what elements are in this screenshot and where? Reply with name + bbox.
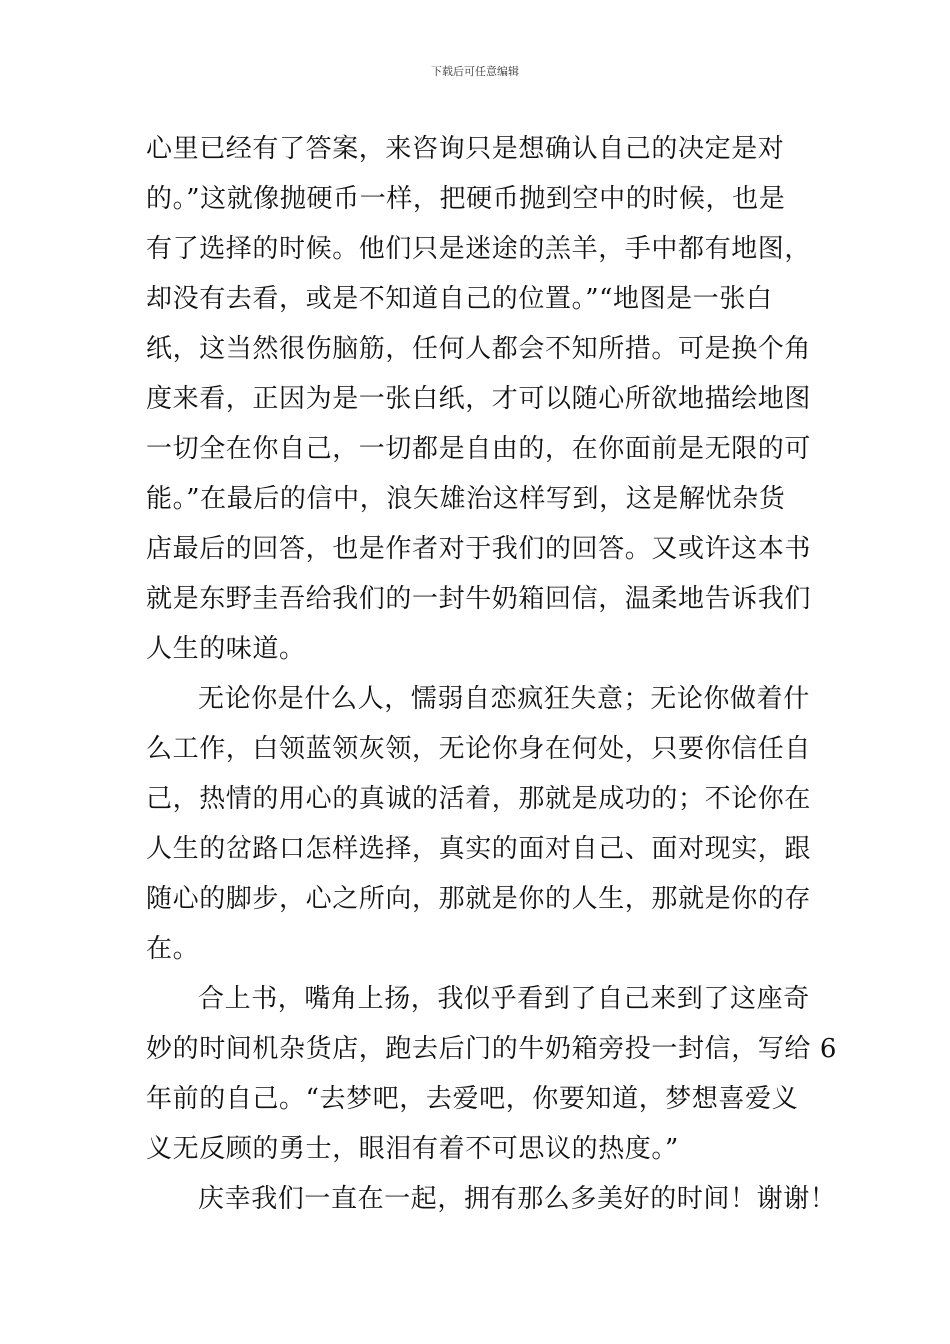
paragraph-first-line: 无论你是什么人，懦弱自恋疯狂失意；无论你做着什 xyxy=(198,684,810,714)
document-body xyxy=(146,124,838,1224)
text-line: 己，热情的用心的真诚的活着，那就是成功的；不论你在 xyxy=(146,784,812,814)
text-line: 就是东野圭吾给我们的一封牛奶箱回信，温柔地告诉我们 xyxy=(146,584,812,614)
paragraph-first-line: 庆幸我们一直在一起，拥有那么多美好的时间！谢谢！ xyxy=(198,1184,837,1214)
text-line: 在。 xyxy=(146,934,200,964)
text-line: 却没有去看，或是不知道自己的位置。”“地图是一张白 xyxy=(146,284,773,314)
paragraph-first-line: 合上书，嘴角上扬，我似乎看到了自己来到了这座奇 xyxy=(198,984,810,1014)
text-line: 纸，这当然很伤脑筋，任何人都会不知所措。可是换个角 xyxy=(146,334,812,364)
text-line: 妙的时间机杂货店，跑去后门的牛奶箱旁投一封信，写给 6 xyxy=(146,1034,838,1064)
text-line: 能。”在最后的信中，浪矢雄治这样写到，这是解忧杂货 xyxy=(146,484,786,514)
text-line: 度来看，正因为是一张白纸，才可以随心所欲地描绘地图 xyxy=(146,384,812,414)
text-line: 一切全在你自己，一切都是自由的，在你面前是无限的可 xyxy=(146,434,812,464)
text-line: 年前的自己。“去梦吧，去爱吧，你要知道，梦想喜爱义 xyxy=(146,1084,799,1114)
text-line: 人生的味道。 xyxy=(146,634,306,664)
text-line: 随心的脚步，心之所向，那就是你的人生，那就是你的存 xyxy=(146,884,812,914)
text-line: 心里已经有了答案，来咨询只是想确认自己的决定是对 xyxy=(146,134,785,164)
text-line: 店最后的回答，也是作者对于我们的回答。又或许这本书 xyxy=(146,534,812,564)
text-line: 的。”这就像抛硬币一样，把硬币抛到空中的时候，也是 xyxy=(146,184,786,214)
text-line: 么工作，白领蓝领灰领，无论你身在何处，只要你信任自 xyxy=(146,734,812,764)
text-line: 人生的岔路口怎样选择，真实的面对自己、面对现实，跟 xyxy=(146,834,812,864)
text-line: 义无反顾的勇士，眼泪有着不可思议的热度。” xyxy=(146,1134,679,1164)
page-header: 下载后可任意编辑 xyxy=(431,65,519,78)
text-line: 有了选择的时候。他们只是迷途的羔羊，手中都有地图， xyxy=(146,234,812,264)
